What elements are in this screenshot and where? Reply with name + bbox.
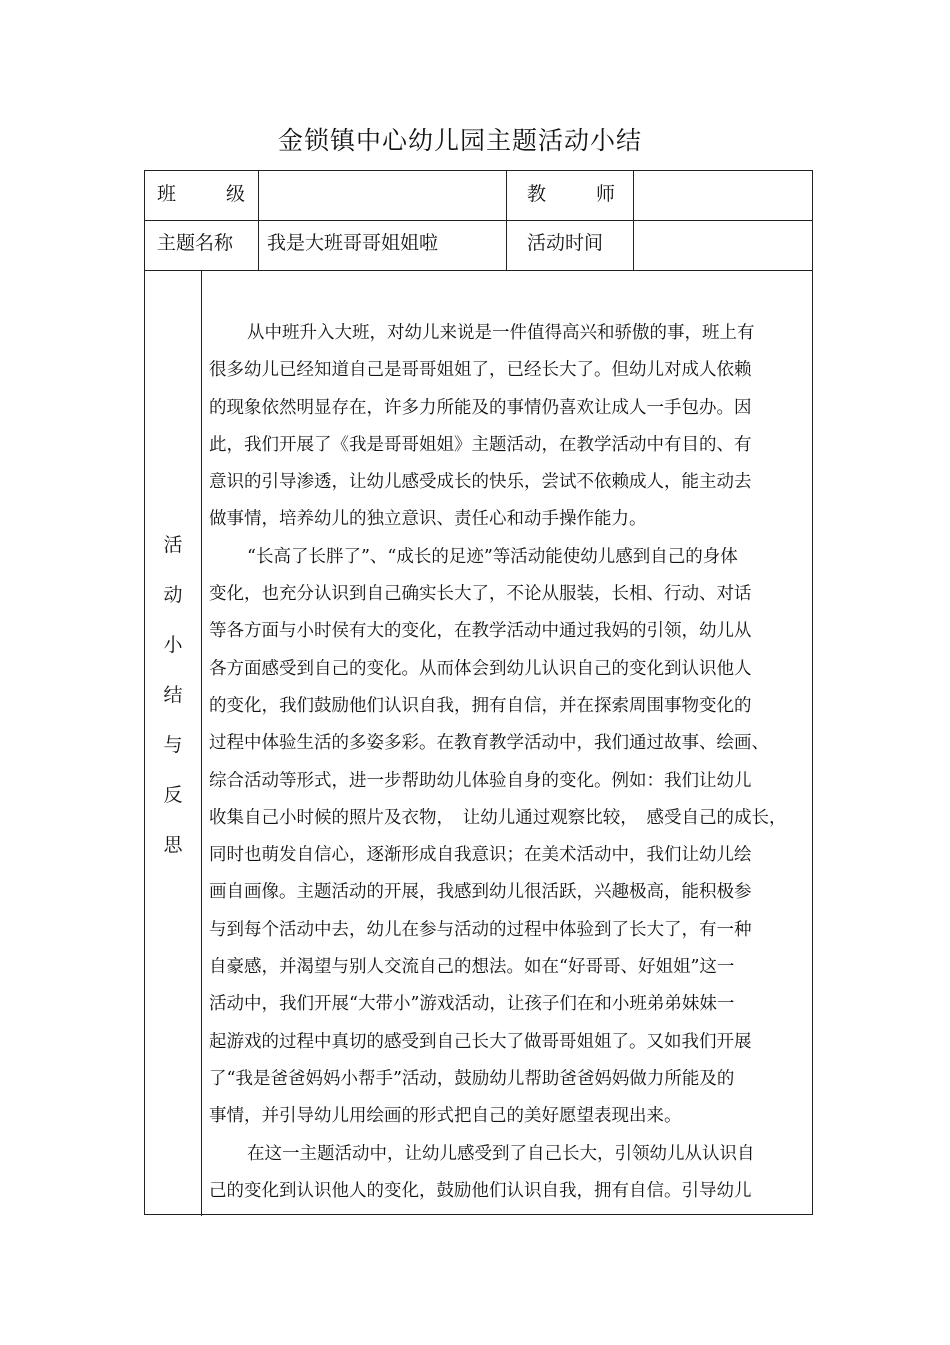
summary-line: 此，我们开展了《我是哥哥姐姐》主题活动，在教学活动中有目的、有 <box>209 434 752 455</box>
col-divider-1 <box>258 171 259 270</box>
side-label-char: 与 <box>163 734 183 756</box>
summary-line: 变化，也充分认识到自己确实长大了，不论从服装，长相、行动、对话 <box>209 584 752 605</box>
row-divider-2 <box>145 270 812 271</box>
teacher-label <box>527 185 615 204</box>
side-divider <box>201 270 202 1216</box>
summary-line: 与到每个活动中去，幼儿在参与活动的过程中体验到了长大了，有一种 <box>209 919 752 940</box>
summary-line: 的变化，我们鼓励他们认识自我，拥有自信，并在探索周围事物变化的 <box>209 695 752 716</box>
summary-line: 做事情，培养幼儿的独立意识、责任心和动手操作能力。 <box>209 509 647 530</box>
summary-text <box>209 315 809 1210</box>
summary-line: 过程中体验生活的多姿多彩。在教育教学活动中，我们通过故事、绘画、 <box>209 733 769 754</box>
theme-label: 主题名称 <box>157 232 234 254</box>
summary-line: 的现象依然明显存在，许多力所能及的事情仍喜欢让成人一手包办。因 <box>209 397 752 418</box>
row-divider-1 <box>145 220 812 221</box>
label-char: 级 <box>225 183 245 205</box>
side-label-char: 活 <box>163 534 183 556</box>
summary-line: 事情，并引导幼儿用绘画的形式把自己的美好愿望表现出来。 <box>209 1106 682 1127</box>
time-label: 活动时间 <box>527 232 604 254</box>
label-char: 班 <box>157 183 177 205</box>
summary-line: 综合活动等形式，进一步帮助幼儿体验自身的变化。例如：我们让幼儿 <box>209 770 752 791</box>
summary-form-table <box>144 170 813 1215</box>
side-label <box>145 271 201 1215</box>
summary-line: “长高了长胖了”、“成长的足迹”等活动能使幼儿感到自己的身体 <box>247 546 738 567</box>
summary-line: 意识的引导渗透，让幼儿感受成长的快乐，尝试不依赖成人，能主动去 <box>209 472 752 493</box>
summary-line: 活动中，我们开展“大带小”游戏活动，让孩子们在和小班弟弟妹妹一 <box>209 994 735 1015</box>
summary-line: 很多幼儿已经知道自己是哥哥姐姐了，已经长大了。但幼儿对成人依赖 <box>209 360 752 381</box>
summary-line: 等各方面与小时侯有大的变化，在教学活动中通过我妈的引领，幼儿从 <box>209 621 752 642</box>
side-label-char: 思 <box>163 834 183 856</box>
summary-line: 画自画像。主题活动的开展，我感到幼儿很活跃，兴趣极高，能积极参 <box>209 882 752 903</box>
summary-line: 各方面感受到自己的变化。从而体会到幼儿认识自己的变化到认识他人 <box>209 658 752 679</box>
summary-line: 收集自己小时候的照片及衣物， 让幼儿通过观察比较， 感受自己的成长， <box>209 807 787 828</box>
col-divider-2 <box>506 171 507 270</box>
summary-line: 从中班升入大班，对幼儿来说是一件值得高兴和骄傲的事，班上有 <box>247 323 755 343</box>
summary-line: 了“我是爸爸妈妈小帮手”活动，鼓励幼儿帮助爸爸妈妈做力所能及的 <box>209 1068 735 1089</box>
class-label <box>157 185 245 204</box>
label-char: 教 <box>527 183 547 205</box>
summary-line: 己的变化到认识他人的变化，鼓励他们认识自我，拥有自信。引导幼儿 <box>209 1180 752 1201</box>
side-label-char: 小 <box>163 634 183 656</box>
summary-line: 在这一主题活动中，让幼儿感受到了自己长大，引领幼儿从认识自 <box>247 1143 755 1164</box>
summary-line: 同时也萌发自信心，逐渐形成自我意识；在美术活动中，我们让幼儿绘 <box>209 845 752 866</box>
side-label-char: 反 <box>163 784 183 806</box>
label-char: 师 <box>595 183 615 205</box>
col-divider-3 <box>633 171 634 270</box>
theme-value: 我是大班哥哥姐姐啦 <box>267 232 439 254</box>
summary-line: 自豪感，并渴望与别人交流自己的想法。如在“好哥哥、好姐姐”这一 <box>209 957 735 978</box>
side-label-char: 结 <box>163 684 183 706</box>
side-label-char: 动 <box>163 584 183 606</box>
page-title: 金锁镇中心幼儿园主题活动小结 <box>277 126 642 155</box>
summary-line: 起游戏的过程中真切的感受到自己长大了做哥哥姐姐了。又如我们开展 <box>209 1031 752 1052</box>
